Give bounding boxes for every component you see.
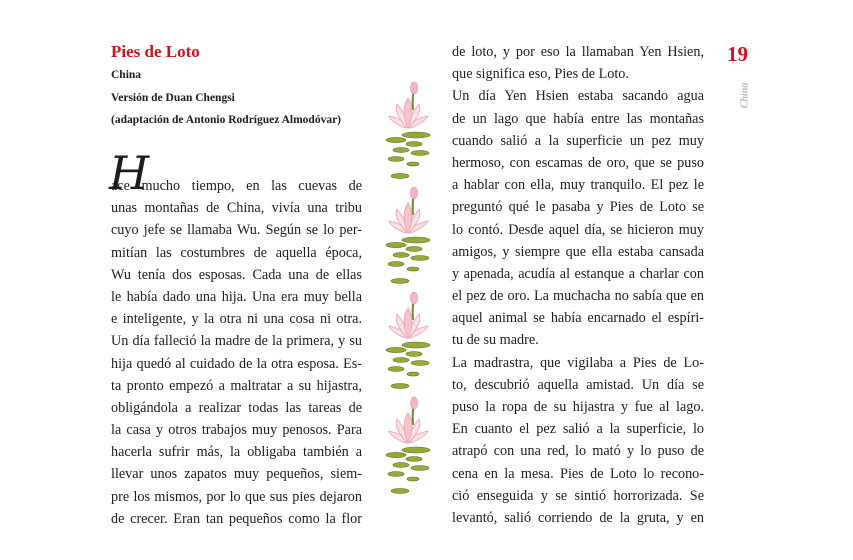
text-line: el pez de oro. La muchacha no sabía que en [452,288,704,305]
text-line: de un lago que había entre las montañas [452,110,704,127]
lotus-ornament-icon [383,80,433,180]
text-line: hacerla sufrir más, la obligaba también a [111,444,362,461]
text-line: Un día falleció la madre de la primera, y su [111,333,362,350]
text-line: hija quedó al cuidado de la otra esposa. Es- [111,355,362,372]
story-version: Versión de Duan Chengsi [111,92,235,104]
text-line: ace mucho tiempo, en las cuevas de [111,178,362,194]
text-line: aquel animal se había encarnado el espíri- [452,310,704,327]
text-line: La madrastra, que vigilaba a Pies de Lo- [452,354,704,371]
text-line: ció enseguida y se sintió horrorizada. Se [452,487,704,504]
lotus-ornament-icon [383,290,433,390]
story-adaptation: (adaptación de Antonio Rodríguez Almodóvar) [111,114,342,126]
text-line: a hablar con ella, muy tranquilo. El pez le [452,177,704,194]
page-number: 19 [727,42,748,66]
text-line: ta pronto empezó a maltratar a su hijastra, [111,377,362,394]
text-line: puso la ropa de su hijastra y fue al lago. [452,399,704,415]
text-line: hermoso, con escamas de oro, que se puso [452,154,704,171]
text-line: e inteligente, y la otra ni una cosa ni otra. [111,311,362,328]
text-line: llevar unos zapatos muy pequeños, siem- [111,466,362,483]
story-title: Pies de Loto [111,42,200,61]
text-line: lo contó. Desde aquel día, se hicieron muy [452,221,704,238]
right-text-column [452,41,704,529]
text-line: preguntó qué le pasaba y Pies de Loto se [452,199,704,216]
text-line: unas montañas de China, vivía una tribu [111,200,362,217]
text-line: cuando salió a la superficie un pez muy [452,132,704,149]
text-line: que significa eso, Pies de Loto. [452,66,629,83]
text-line: tu de su madre. [452,332,539,349]
text-line: de crecer. Eran tan pequeños como la flor [111,510,362,527]
text-line: En cuanto el pez salió a la superficie, lo [452,421,704,438]
text-line: y apenada, acudía al estanque a charlar con [452,265,704,282]
story-country: China [111,69,142,81]
drop-cap: H [109,146,150,200]
text-line: obligándola a realizar todas las tareas de [111,399,362,416]
left-text-column [111,175,362,530]
text-line: pre los mismos, por lo que sus pies dejaron [111,488,362,505]
text-line: cuyo jefe se llamaba Wu. Según se lo per- [111,222,362,239]
text-line: Wu tenía dos esposas. Cada una de ellas [111,266,362,283]
text-line: amigos, y siempre que ella estaba cansada [452,243,704,260]
text-line: mitían las costumbres de aquella época, [111,244,362,261]
text-line: cena en la mesa. Pies de Loto lo recono- [452,465,704,482]
text-line: la casa y otros trabajos muy penosos. Para [111,422,362,439]
text-line: de loto, y por eso la llamaban Yen Hsien, [452,44,704,60]
lotus-ornament-icon [383,185,433,285]
text-line: Un día Yen Hsien estaba sacando agua [452,88,704,105]
text-line: to, descubrió aquella amistad. Un día se [452,376,704,393]
running-head: China [739,82,751,109]
text-line: le había dado una hija. Una era muy bella [111,288,362,305]
lotus-ornament-icon [383,395,433,495]
text-line: levantó, salió corriendo de la gruta, y en [452,509,704,526]
text-line: atrapó con una red, lo mató y lo puso de [452,443,704,460]
